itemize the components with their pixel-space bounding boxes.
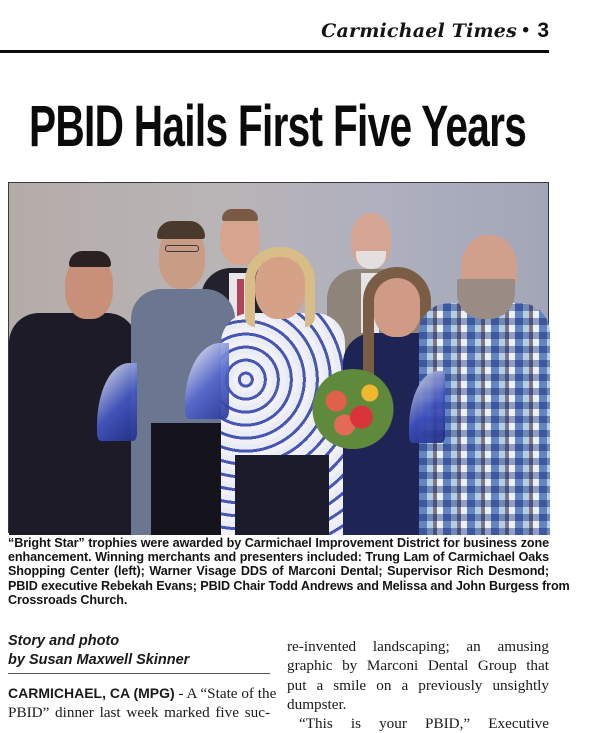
body-text: - A “State of the — [174, 685, 277, 702]
page-masthead — [0, 0, 549, 52]
body-line: re-invented landscaping; an amusing — [287, 638, 549, 655]
caption-line: Crossroads Church. — [8, 592, 128, 607]
body-line: dumpster. — [287, 695, 347, 713]
byline-rule — [8, 673, 270, 674]
caption-line: Shopping Center (left); Warner Visage DDS of Marconi Dental; Supervisor Rich Desmond; — [8, 564, 549, 579]
publication-name: Carmichael Times — [321, 20, 517, 42]
body-line — [8, 684, 277, 703]
body-line: PBID” dinner last week marked five suc- — [8, 704, 270, 722]
masthead-separator: • — [522, 20, 529, 41]
article-headline: PBID Hails First Five Years — [29, 94, 527, 159]
page-number: 3 — [537, 19, 549, 42]
caption-line: “Bright Star” trophies were awarded by Carmichael Improvement District for business zone — [8, 536, 549, 550]
article-photo — [8, 182, 549, 533]
masthead-rule — [0, 50, 549, 53]
body-line: put a smile on a previously unsightly — [287, 676, 549, 694]
photo-caption — [8, 536, 570, 607]
flower-bouquet — [311, 369, 395, 449]
article-byline — [8, 632, 270, 670]
byline-line: Story and photo — [8, 633, 120, 649]
article-column-1 — [8, 684, 277, 723]
body-line: “This is your PBID,” Executive — [299, 715, 549, 733]
article-column-2 — [287, 637, 549, 733]
body-line: graphic by Marconi Dental Group that — [287, 657, 549, 675]
byline-author: by Susan Maxwell Skinner — [8, 652, 190, 668]
caption-line: enhancement. Winning merchants and presenters included: Trung Lam of Carmichael Oaks — [8, 550, 549, 565]
caption-line: PBID executive Rebekah Evans; PBID Chair Todd Andrews and Melissa and John Burgess from — [8, 578, 570, 593]
dateline: CARMICHAEL, CA (MPG) — [8, 685, 175, 701]
